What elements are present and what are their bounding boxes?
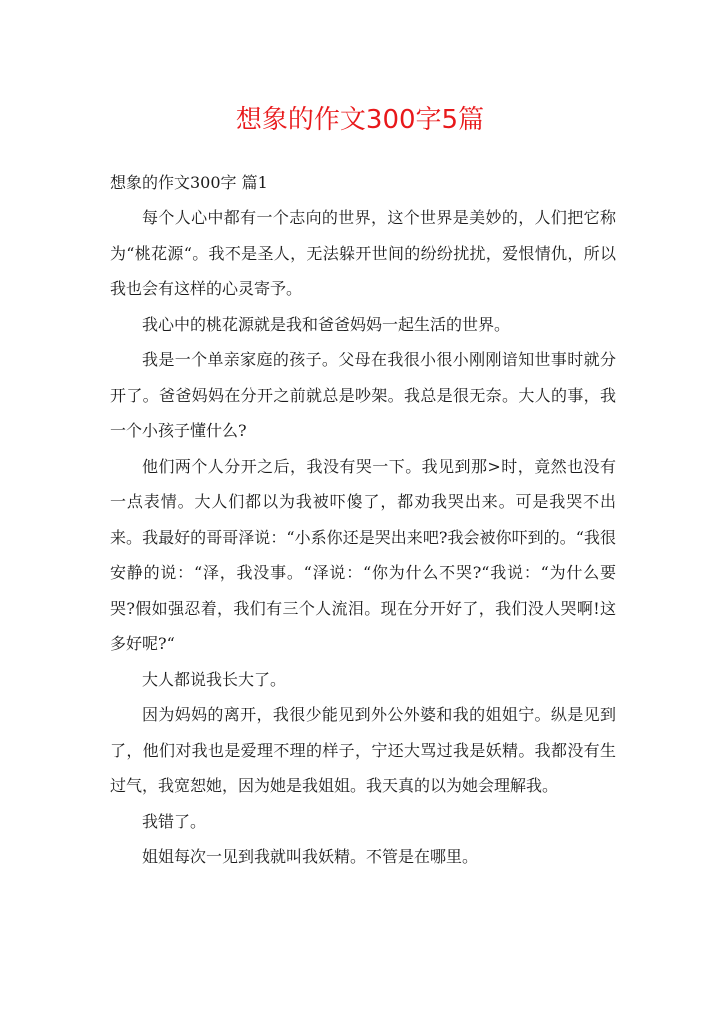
document-title: 想象的作文300字5篇 [235, 105, 485, 135]
paragraph: 我是一个单亲家庭的孩子。父母在我很小很小刚刚谙知世事时就分开了。爸爸妈妈在分开之前就总是吵架。我总是很无奈。大人的事，我一个小孩子懂什么? [110, 350, 616, 440]
paragraph: 我心中的桃花源就是我和爸爸妈妈一起生活的世界。 [142, 314, 511, 334]
paragraph: 因为妈妈的离开，我很少能见到外公外婆和我的姐姐宁。纵是见到了，他们对我也是爱理不理的样子，宁还大骂过我是妖精。我都没有生过气，我宽恕她，因为她是我姐姐。我天真的以为她会理解我。 [110, 705, 616, 795]
paragraph: 大人都说我长大了。 [142, 669, 287, 689]
paragraph: 我错了。 [142, 811, 207, 831]
paragraph: 他们两个人分开之后，我没有哭一下。我见到那>时，竟然也没有一点表情。大人们都以为我被吓傻了，都劝我哭出来。可是我哭不出来。我最好的哥哥泽说：“小系你还是哭出来吧?我会被你吓到的。“我很安静的说：“泽，我没事。“泽说：“你为什么不哭?“我说：“为什么要哭?假如强忍着，我们有三个人流泪。现在分开好了，我们没人哭啊!这多好呢?“ [110, 456, 616, 653]
paragraph: 每个人心中都有一个志向的世界，这个世界是美妙的，人们把它称为“桃花源“。我不是圣人，无法躲开世间的纷纷扰扰，爱恨情仇，所以我也会有这样的心灵寄予。 [110, 208, 616, 298]
document-subtitle: 想象的作文300字 篇1 [110, 173, 268, 192]
paragraph: 姐姐每次一见到我就叫我妖精。不管是在哪里。 [142, 847, 479, 866]
document-body [110, 200, 616, 875]
